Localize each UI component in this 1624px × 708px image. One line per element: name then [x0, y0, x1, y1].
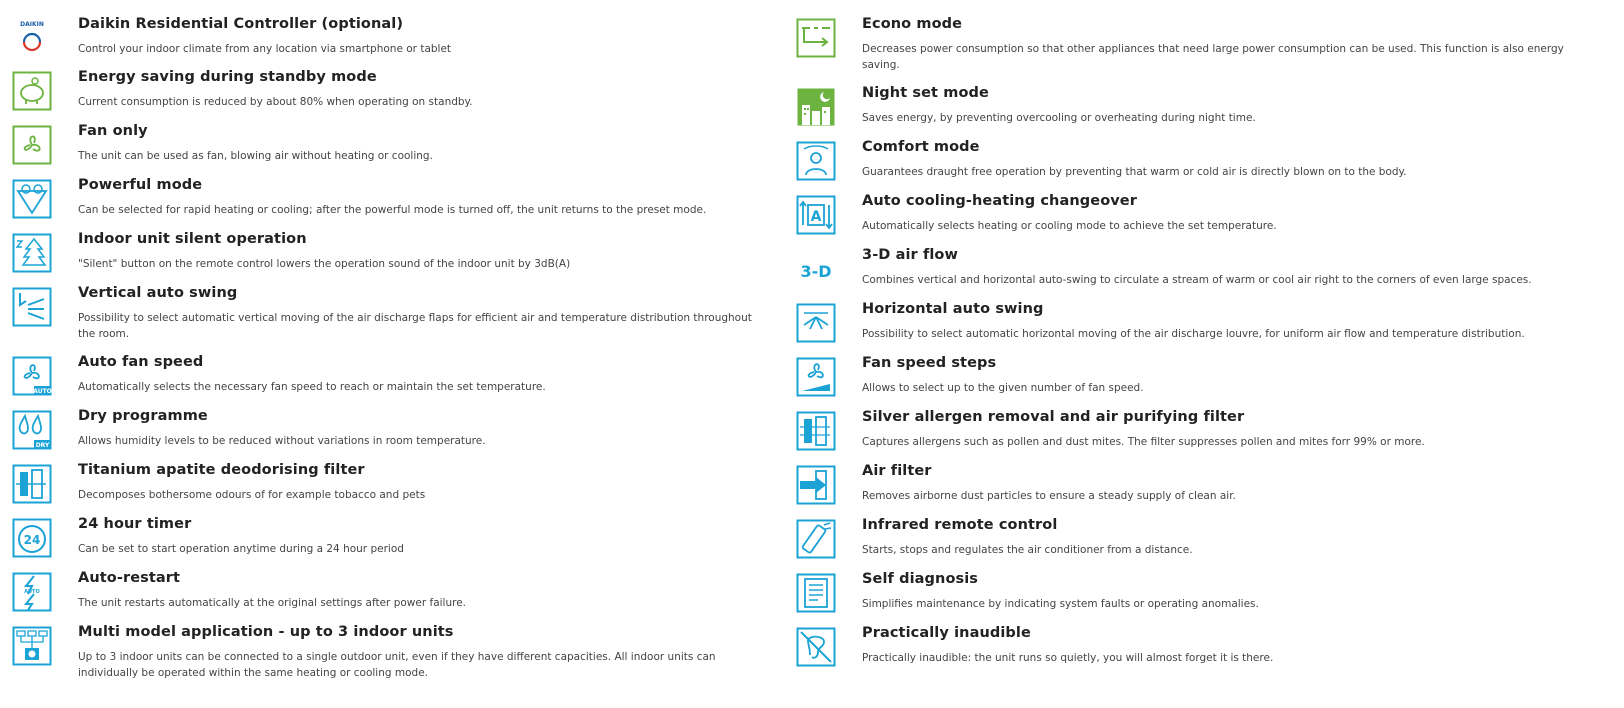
auto-restart-icon [12, 572, 52, 612]
feature-desc: Practically inaudible: the unit runs so quietly, you will almost forget it is there. [862, 652, 1274, 664]
feature-title: Night set mode [862, 85, 989, 101]
feature-title: Auto-restart [78, 570, 181, 586]
feature-desc: Starts, stops and regulates the air conditioner from a distance. [862, 544, 1193, 556]
horizontal-swing-icon [796, 303, 836, 343]
feature-title: Horizontal auto swing [862, 301, 1044, 317]
badge-text: AUTO [24, 589, 40, 595]
dry-drops-icon [12, 410, 52, 450]
feature-title: Daikin Residential Controller (optional) [78, 16, 404, 32]
feature-title: 3-D air flow [862, 247, 958, 263]
piggy-bank-icon [12, 71, 52, 111]
feature-title: Econo mode [862, 16, 963, 32]
feature-title: 24 hour timer [78, 516, 192, 532]
feature-desc: Possibility to select automatic horizontal moving of the air discharge louvre, for uniform air flow and temperature distribution. [862, 328, 1525, 340]
feature-desc: Allows to select up to the given number of fan speed. [862, 382, 1144, 394]
feature-desc: Can be selected for rapid heating or cooling; after the powerful mode is turned off, the unit returns to the preset mode. [78, 204, 707, 216]
badge-text: AUTO [33, 388, 52, 395]
auto-changeover-icon [796, 195, 836, 235]
feature-desc: Up to 3 indoor units can be connected to a single outdoor unit, even if they have different capacities. All indoor units can individually be operated within the same heating or cooling mode. [78, 651, 716, 679]
feature-title: Auto cooling-heating changeover [862, 193, 1137, 209]
self-diagnosis-icon [796, 573, 836, 613]
badge-text: 24 [23, 533, 41, 547]
fan-icon [12, 125, 52, 165]
feature-desc: Automatically selects heating or cooling mode to achieve the set temperature. [862, 220, 1277, 232]
feature-desc: Allows humidity levels to be reduced without variations in room temperature. [78, 435, 486, 447]
titanium-filter-icon [12, 464, 52, 504]
feature-desc: Combines vertical and horizontal auto-swing to circulate a stream of warm or cool air right to the corners of even large spaces. [862, 274, 1532, 286]
badge-text: DRY [35, 442, 50, 449]
feature-title: Silver allergen removal and air purifying filter [862, 409, 1245, 425]
feature-desc: Removes airborne dust particles to ensure a steady supply of clean air. [862, 490, 1236, 502]
powerful-airflow-icon [12, 179, 52, 219]
feature-desc: Simplifies maintenance by indicating system faults or operating anomalies. [862, 598, 1259, 610]
feature-title: Air filter [862, 463, 932, 479]
feature-title: Fan speed steps [862, 355, 997, 371]
inaudible-ear-icon [796, 627, 836, 667]
feature-title: Self diagnosis [862, 571, 979, 587]
feature-title: Indoor unit silent operation [78, 231, 307, 247]
daikin-logo-icon [12, 18, 52, 58]
multi-model-icon [12, 626, 52, 666]
feature-desc: Possibility to select automatic vertical moving of the air discharge flaps for efficient air and temperature distribution throughout the room. [78, 312, 752, 340]
feature-title: Infrared remote control [862, 517, 1058, 533]
feature-desc: Captures allergens such as pollen and dust mites. The filter suppresses pollen and mites forr 99% or more. [862, 436, 1425, 448]
feature-desc: Saves energy, by preventing overcooling or overheating during night time. [862, 112, 1256, 124]
silent-tree-icon [12, 233, 52, 273]
timer-24-icon [12, 518, 52, 558]
feature-title: Energy saving during standby mode [78, 69, 377, 85]
comfort-person-icon [796, 141, 836, 181]
feature-title: Titanium apatite deodorising filter [78, 462, 365, 478]
feature-title: Powerful mode [78, 177, 203, 193]
auto-fan-icon [12, 356, 52, 396]
econo-mode-icon [796, 18, 836, 58]
3d-airflow-icon [796, 249, 836, 289]
feature-desc: The unit restarts automatically at the original settings after power failure. [78, 597, 467, 609]
feature-desc: Guarantees draught free operation by preventing that warm or cold air is directly blown on to the body. [862, 166, 1407, 178]
night-city-icon [796, 87, 836, 127]
feature-desc: "Silent" button on the remote control lowers the operation sound of the indoor unit by 3dB(A) [78, 258, 571, 270]
fan-speed-steps-icon [796, 357, 836, 397]
feature-title: Fan only [78, 123, 148, 139]
feature-title: Practically inaudible [862, 625, 1031, 641]
feature-title: Dry programme [78, 408, 208, 424]
feature-desc: Decreases power consumption so that other appliances that need large power consumption can be used. This function is also energy saving. [862, 43, 1564, 71]
feature-title: Auto fan speed [78, 354, 204, 370]
feature-desc: Automatically selects the necessary fan speed to reach or maintain the set temperature. [78, 381, 546, 393]
feature-desc: Current consumption is reduced by about 80% when operating on standby. [78, 96, 473, 108]
remote-control-icon [796, 519, 836, 559]
air-filter-icon [796, 465, 836, 505]
badge-text: A [810, 209, 822, 225]
vertical-swing-icon [12, 287, 52, 327]
feature-desc: Can be set to start operation anytime during a 24 hour period [78, 543, 404, 555]
silver-filter-icon [796, 411, 836, 451]
feature-title: Comfort mode [862, 139, 980, 155]
feature-title: Vertical auto swing [78, 285, 238, 301]
feature-desc: The unit can be used as fan, blowing air without heating or cooling. [78, 150, 433, 162]
feature-desc: Control your indoor climate from any location via smartphone or tablet [78, 43, 452, 55]
badge-text: 3-D [800, 262, 832, 281]
logo-text: DAIKIN [20, 21, 44, 28]
feature-desc: Decomposes bothersome odours of for example tobacco and pets [78, 489, 426, 501]
feature-title: Multi model application - up to 3 indoor units [78, 624, 454, 640]
